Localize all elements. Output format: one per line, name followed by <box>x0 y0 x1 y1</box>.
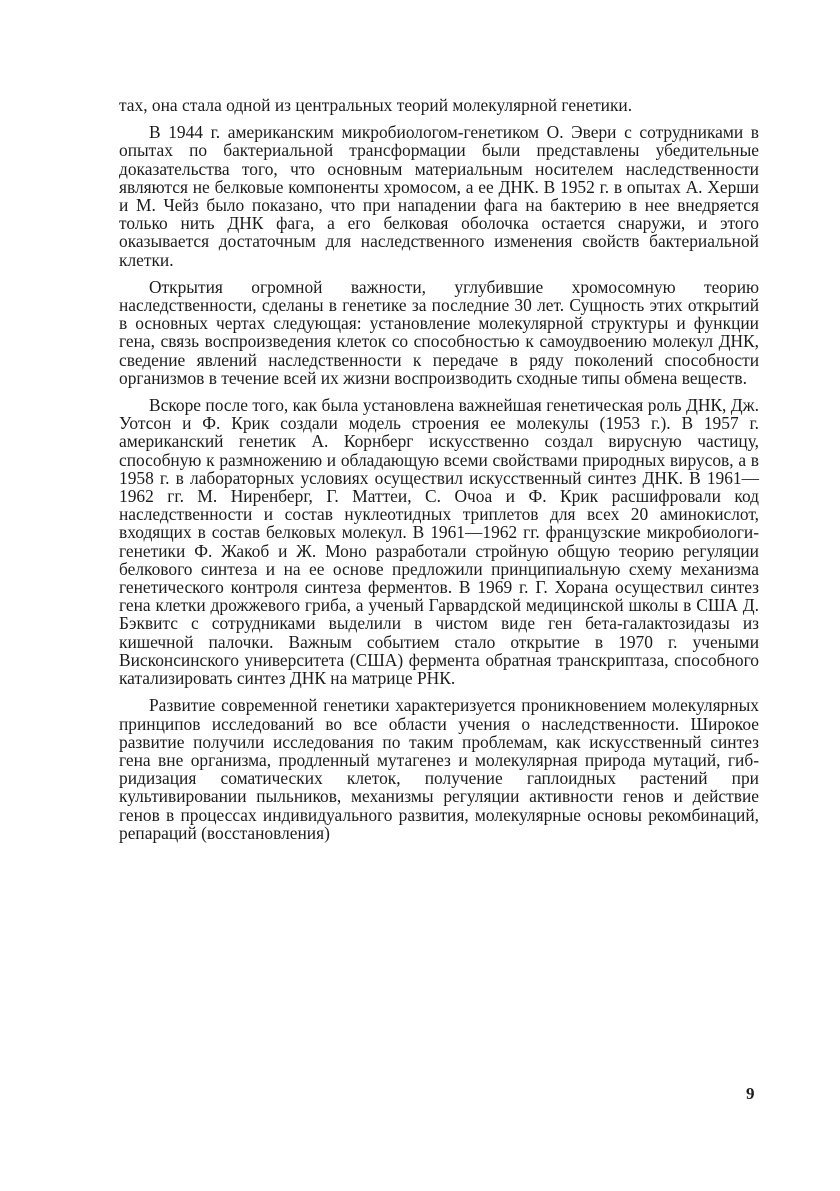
paragraph-modern-genetics: Развитие современной генетики характеризуется проникновением молекулярных принципов исследований во все области учения о наследственности. Широкое развитие получили исследования по таким проблемам, как искусственный синтез гена вне организма, продленный мутагенез и молекулярная природа мутаций, гибридизация соматических клеток, получение гаплоидных растений при культивировании пыльников, механизмы регуляции активности генов и действие генов в процессах индивидуального развития, молекулярные основы рекомбинаций, репараций (восстановления) <box>119 695 759 843</box>
page-number: 9 <box>746 1084 755 1103</box>
paragraph-avery-experiments: В 1944 г. американским микробиологом-генетиком О. Эвери с сотрудниками в опытах по бактериальной трансформации были представлены убедительные доказательства того, что основным материальным носителем наследственности являются не белковые компоненты хромосом, а ее ДНК. В 1952 г. в опытах А. Херши и М. Чейз было показано, что при нападении фага на бактерию в нее внедряется только нить ДНК фага, а его белковая оболочка остается снаружи, и этого оказывается достаточным для наследственного изменения свойств бактериальной клетки. <box>119 122 759 270</box>
page-body <box>119 96 759 851</box>
paragraph-continuation: тах, она стала одной из центральных теорий молекулярной генетики. <box>119 95 633 115</box>
paragraph-discoveries: Открытия огромной важности, углубившие хромосомную теорию наследственности, сделаны в генетике за последние 30 лет. Сущность этих открытий в основных чертах следующая: установление молекулярной структуры и функции гена, связь воспроизведения клеток со способностью к самоудвоению молекул ДНК, сведение явлений наследственности к передаче в ряду поколений способности организмов в течение всей их жизни воспроизводить сходные типы обмена веществ. <box>119 276 759 388</box>
paragraph-dna-history: Вскоре после того, как была установлена важнейшая генетическая роль ДНК, Дж. Уотсон и Ф. Крик создали модель строения ее молекулы (1953 г.). В 1957 г. американский генетик А. Корнберг искусственно создал вирусную частицу, способную к размножению и обладающую всеми свойствами природных вирусов, а в 1958 г. в лабораторных условиях осуществил искусственный синтез ДНК. В 1961—1962 гг. М. Ниренберг, Г. Маттеи, С. Очоа и Ф. Крик расшифровали код наследственности и состав нуклеотидных триплетов для всех 20 аминокислот, входящих в состав белковых молекул. В 1961—1962 гг. французские микробиологи-генетики Ф. Жакоб и Ж. Моно разработали стройную общую теорию регуляции белкового синтеза и на ее основе предложили принципиальную схему механизма генетического контроля синтеза ферментов. В 1969 г. Г. Хорана осуществил синтез гена клетки дрожжевого гриба, а ученый Гарвардской медицинской школы в США Д. Бэквитс с сотрудниками выделили в чистом виде ген бета-галактозидазы из кишечной палочки. Важным событием стало открытие в 1970 г. учеными Висконсинского университета (США) фермента обратная транскриптаза, способного катализировать синтез ДНК на матрице РНК. <box>119 395 759 689</box>
